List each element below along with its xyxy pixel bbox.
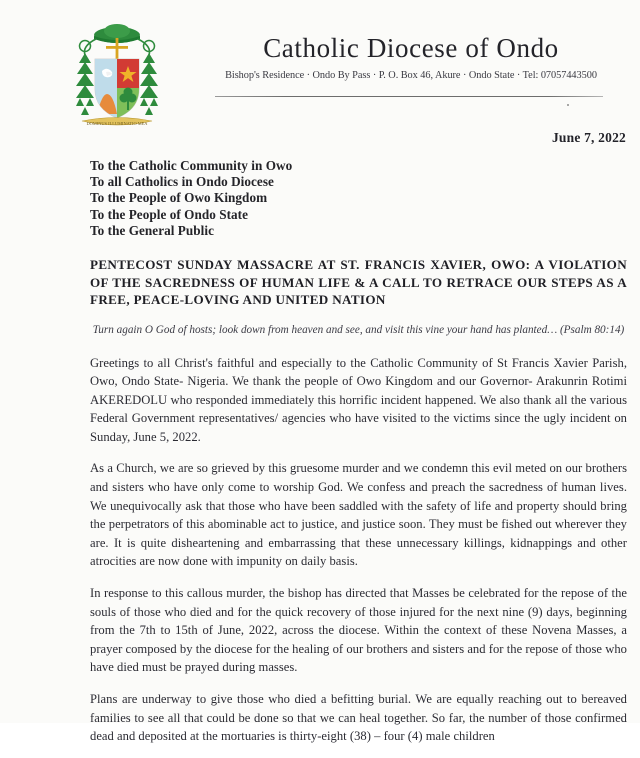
scan-artifact-dot	[567, 104, 569, 106]
addressee-list	[90, 158, 627, 239]
body-paragraph: In response to this callous murder, the bishop has directed that Masses be celebrated for the repose of the souls of those who died and for the quick recovery of those injured for the next nine (9) days, beginning from the 7th to 15th of June, 2022, across the diocese. Within the context of these Novena Masses, a prayer composed by the diocese for the healing of our brothers and sisters and for the repose of those who have died must be prayed during masses.	[90, 586, 627, 675]
body-paragraph: As a Church, we are so grieved by this gruesome murder and we condemn this evil meted on our brothers and sisters who have only come to worship God. We confess and preach the sacredness of human lives. We unequivocally ask that those who have been saddled with the safety of life and property should bring the perpetrators of this abominable act to justice, and justice soon. They must be fished out wherever they are. It is quite disheartening and embarrassing that these unnecessary killings, kidnappings and other atrocities are now done with impunity on daily basis.	[90, 461, 627, 569]
diocese-address: Bishop's Residence · Ondo By Pass · P. O. Box 46, Akure · Ondo State · Tel: 07057443500	[225, 70, 597, 82]
letter-body	[90, 158, 627, 758]
body-paragraph-truncated: Plans are underway to give those who died a befitting burial. We are equally reaching out to bereaved families to see all that could be done so that we can heal together. So far, the number of those confirmed dead and deposited at the mortuaries is thirty-eight (38) – four (4) male children	[90, 692, 627, 744]
letterhead-divider	[215, 96, 603, 97]
addressee-item: To the People of Owo Kingdom	[90, 190, 268, 206]
letter-date: June 7, 2022	[551, 130, 626, 145]
letterhead	[0, 0, 640, 132]
addressee-item: To all Catholics in Ondo Diocese	[90, 174, 274, 190]
addressee-item: To the Catholic Community in Owo	[90, 158, 293, 173]
addressee-item: To the People of Ondo State	[90, 206, 249, 222]
body-paragraph: Greetings to all Christ's faithful and especially to the Catholic Community of St Francis Xavier Parish, Owo, Ondo State- Nigeria. We thank the people of Owo Kingdom and our Governor- Arakunrin Rotimi AKEREDOLU who responded immediately this horrific incident happened. We also thank all the various Federal Government representatives/ agencies who have visited to the victims since the ugly incident on Sunday, June 5, 2022.	[90, 355, 627, 444]
addressee-item: To the General Public	[90, 222, 215, 238]
letter-subject-heading: PENTECOST SUNDAY MASSACRE AT ST. FRANCIS XAVIER, OWO: A VIOLATION OF THE SACREDNESS OF HUMAN LIFE & A CALL TO RETRACE OUR STEPS AS A FREE, PEACE-LOVING AND UNITED NATION	[90, 257, 627, 308]
svg-text:DOMINUS ILLUMINATIO MEA: DOMINUS ILLUMINATIO MEA	[86, 121, 148, 126]
masthead	[196, 34, 626, 81]
coat-of-arms-icon	[58, 22, 176, 134]
scripture-epigraph: Turn again O God of hosts; look down from heaven and see, and visit this vine your hand has planted… (Psalm 80:14)	[92, 323, 625, 336]
diocese-title: Catholic Diocese of Ondo	[263, 33, 559, 63]
